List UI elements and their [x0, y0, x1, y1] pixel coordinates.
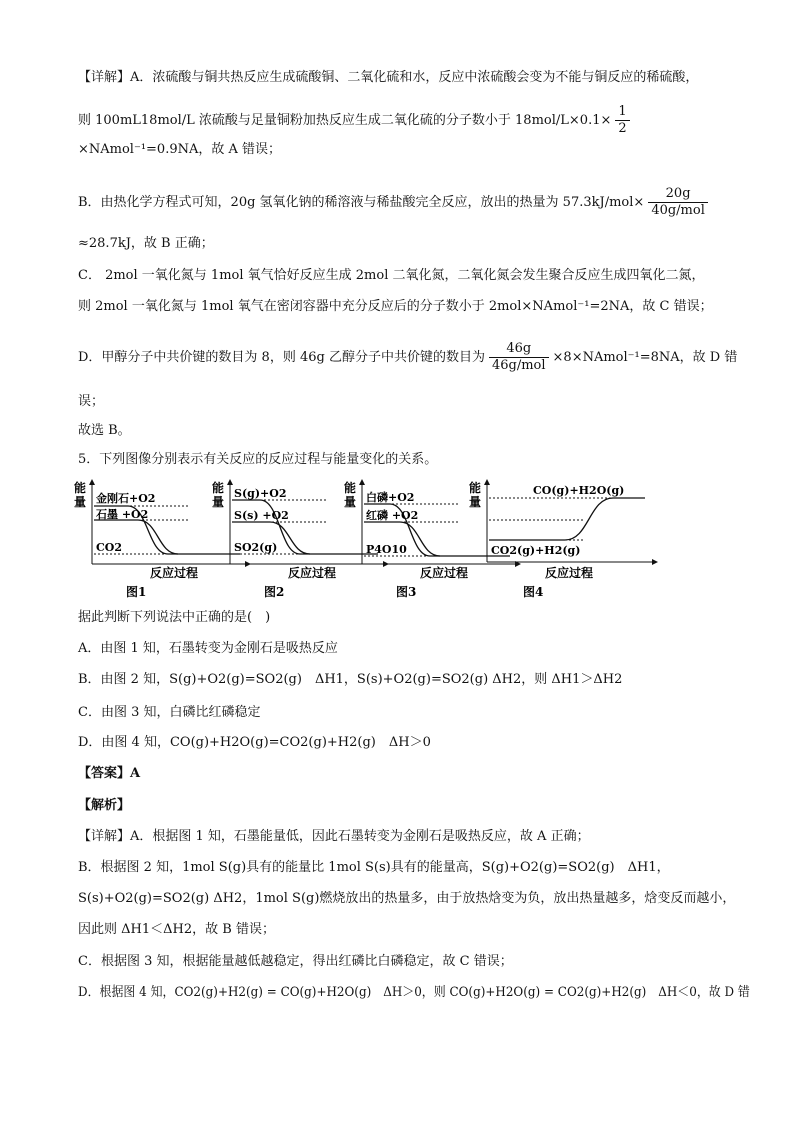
- fraction-numerator: 1: [615, 104, 629, 121]
- detail-d-line1: [78, 341, 737, 374]
- detail-a-line1: 【详解】A．浓硫酸与铜共热反应生成硫酸铜、二氧化硫和水，反应中浓硫酸会变为不能与铜反应的稀硫酸，: [78, 70, 699, 85]
- fig3-caption: 图3: [396, 585, 417, 599]
- fig2-upper-label: S(g)+O2: [234, 487, 287, 500]
- fig2-mid-label: S(s) +O2: [234, 509, 289, 522]
- explain-d: D．根据图 4 知，CO2(g)+H2(g) = CO(g)+H2O(g) ΔH＞0，则 CO(g)+H2O(g) = CO2(g)+H2(g) ΔH＜0，故 D 错: [78, 985, 750, 1000]
- detail-c-line1: C． 2mol 一氧化氮与 1mol 氧气恰好反应生成 2mol 二氧化氮，二氧化氮会发生聚合反应生成四氧化二氮，: [78, 268, 705, 283]
- fraction-denominator: 46g/mol: [491, 358, 546, 373]
- detail-b-line1-text: B．由热化学方程式可知，20g 氢氧化钠的稀溶液与稀盐酸完全反应，放出的热量为 57.3kJ/mol×: [78, 195, 645, 210]
- detail-b-line2: ≈28.7kJ，故 B 正确；: [78, 236, 214, 251]
- detail-d-line1-post: ×8×NAmol⁻¹=8NA，故 D 错: [552, 350, 738, 365]
- detail-c-line2: 则 2mol 一氧化氮与 1mol 氧气在密闭容器中充分反应后的分子数小于 2mol×NAmol⁻¹=2NA，故 C 错误；: [78, 299, 713, 314]
- fig1-xlabel: 反应过程: [150, 566, 199, 580]
- question-5-ask: 据此判断下列说法中正确的是( ): [78, 610, 271, 625]
- detail-a-line2-text: 则 100mL18mol/L 浓硫酸与足量铜粉加热反应生成二氧化硫的分子数小于 18mol/L×0.1×: [78, 113, 612, 128]
- fraction-46g: [489, 341, 549, 374]
- fig4-upper-label: CO(g)+H2O(g): [533, 484, 625, 497]
- option-c: C．由图 3 知，白磷比红磷稳定: [78, 705, 261, 720]
- fig4-lower-label: CO2(g)+H2(g): [491, 544, 581, 557]
- fraction-half: [615, 104, 629, 137]
- detail-b-line1: [78, 186, 712, 219]
- question-5-stem: 5．下列图像分别表示有关反应的反应过程与能量变化的关系。: [78, 452, 438, 467]
- explain-b-line3: 因此则 ΔH1＜ΔH2，故 B 错误；: [78, 922, 275, 937]
- fig4-xlabel: 反应过程: [545, 566, 594, 580]
- fraction-numerator: 46g: [489, 341, 549, 358]
- fig3-lower-label: P4O10: [366, 543, 407, 556]
- choose-b: 故选 B。: [78, 423, 131, 438]
- fig1-caption: 图1: [126, 585, 147, 599]
- fraction-denominator: 40g/mol: [651, 203, 705, 218]
- option-b: B．由图 2 知，S(g)+O2(g)=SO2(g) ΔH1，S(s)+O2(g)=SO2(g) ΔH2，则 ΔH1＞ΔH2: [78, 672, 623, 687]
- fig2-xlabel: 反应过程: [288, 566, 337, 580]
- explain-a: 【详解】A．根据图 1 知，石墨能量低，因此石墨转变为金刚石是吸热反应，故 A 正确；: [78, 829, 590, 844]
- fig3-xlabel: 反应过程: [420, 566, 469, 580]
- fig2-lower-label: SO2(g): [234, 541, 278, 554]
- fig2-ylabel-bottom: 量: [212, 495, 225, 509]
- explain-c: C．根据图 3 知，根据能量越低越稳定，得出红磷比白磷稳定，故 C 错误；: [78, 954, 513, 969]
- option-d: D．由图 4 知，CO(g)+H2O(g)=CO2(g)+H2(g) ΔH＞0: [78, 735, 431, 750]
- fraction-denominator: 2: [618, 121, 627, 136]
- fig4-caption: 图4: [523, 585, 544, 599]
- fig1-mid-label: 石墨 +O2: [96, 508, 149, 521]
- figure-4: [469, 480, 655, 599]
- fraction-numerator: 20g: [648, 186, 708, 203]
- fig1-ylabel-top: 能: [74, 481, 87, 495]
- fraction-20g: [648, 186, 708, 219]
- fig1-lower-label: CO2: [96, 541, 122, 554]
- explain-b-line1: B．根据图 2 知，1mol S(g)具有的能量比 1mol S(s)具有的能量高，S(g)+O2(g)=SO2(g) ΔH1，: [78, 860, 670, 875]
- fig3-upper-label: 白磷+O2: [366, 491, 415, 504]
- option-a: A．由图 1 知，石墨转变为金刚石是吸热反应: [78, 641, 338, 656]
- fig3-mid-label: 红磷 +O2: [366, 509, 419, 522]
- detail-d-line1-text: D．甲醇分子中共价键的数目为 8，则 46g 乙醇分子中共价键的数目为: [78, 350, 485, 365]
- detail-d-line2: 误；: [78, 394, 105, 409]
- fig4-ylabel-bottom: 量: [469, 495, 482, 509]
- energy-figures: [70, 476, 730, 606]
- figure-2: [212, 480, 386, 599]
- fig3-ylabel-bottom: 量: [344, 495, 357, 509]
- detail-a-line2: [78, 104, 634, 137]
- fig2-caption: 图2: [264, 585, 285, 599]
- answer-label: 【答案】A: [78, 766, 141, 781]
- detail-a-line3: ×NAmol⁻¹=0.9NA，故 A 错误；: [78, 142, 282, 157]
- fig1-upper-label: 金刚石+O2: [96, 492, 156, 505]
- fig1-ylabel-bottom: 量: [74, 495, 87, 509]
- fig2-ylabel-top: 能: [212, 481, 225, 495]
- fig3-ylabel-top: 能: [344, 481, 357, 495]
- explain-b-line2: S(s)+O2(g)=SO2(g) ΔH2，1mol S(g)燃烧放出的热量多，由于放热焓变为负，放出热量越多，焓变反而越小，: [78, 891, 736, 906]
- analysis-label: 【解析】: [78, 798, 131, 813]
- fig4-ylabel-top: 能: [469, 481, 482, 495]
